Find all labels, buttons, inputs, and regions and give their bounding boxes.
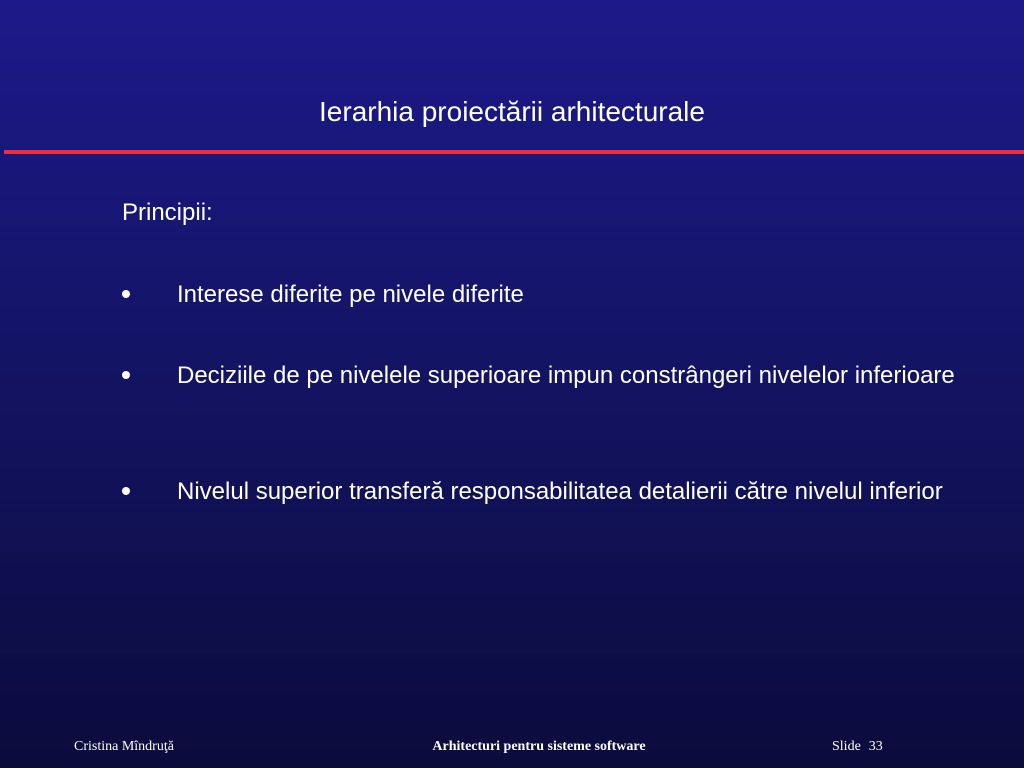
slide-number: 33 [868,739,883,754]
intro-text: Principii: [122,199,213,226]
bullet-icon [122,290,130,298]
bullet-icon [122,371,130,379]
footer-slide-number [832,738,883,756]
bullet-text: Interese diferite pe nivele diferite [177,281,524,308]
bullet-icon [122,487,130,495]
bullet-text: Nivelul superior transferă responsabilitatea detalierii către nivelul inferior [177,478,943,505]
slide-label: Slide [832,739,861,754]
footer-author: Cristina Mîndruţă [74,739,174,754]
footer-course-title: Arhitecturi pentru sisteme software [432,739,646,754]
bullet-text: Deciziile de pe nivelele superioare impun constrângeri nivelelor inferioare [177,362,955,389]
slide-title: Ierarhia proiectării arhitecturale [319,96,705,127]
